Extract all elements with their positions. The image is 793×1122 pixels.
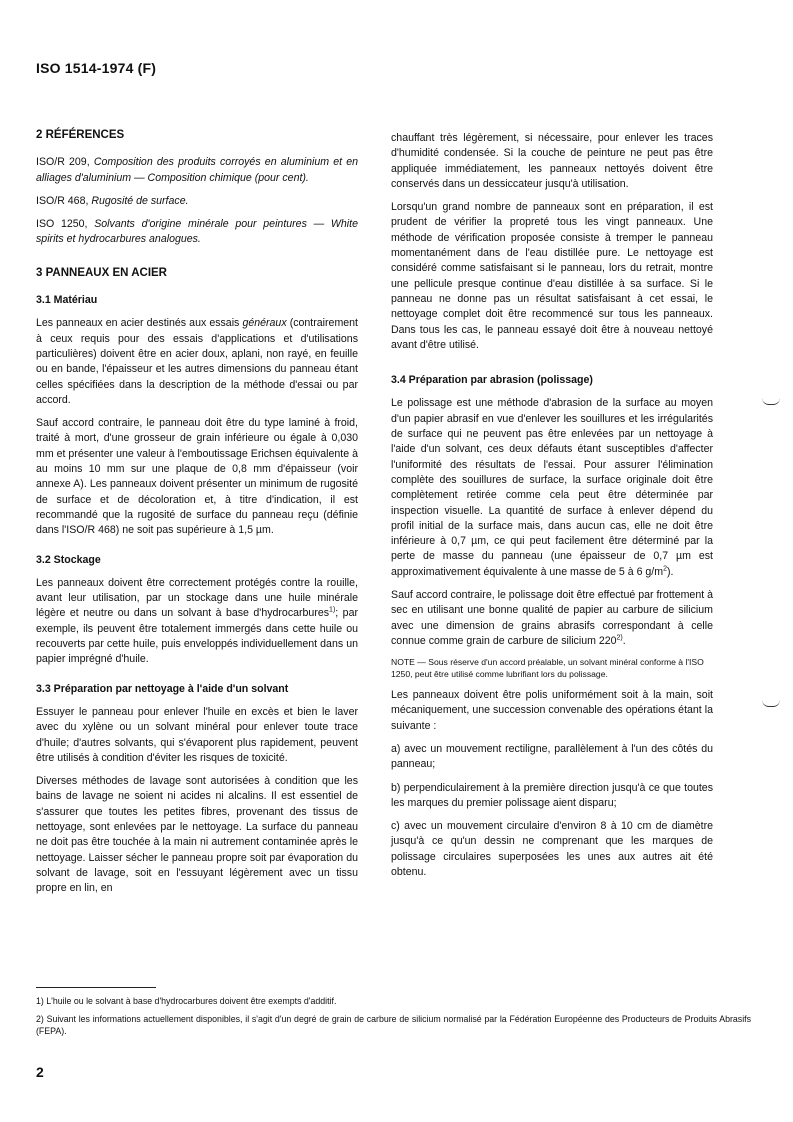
section-3-1-title: 3.1 Matériau	[36, 294, 98, 307]
section-3-1-paragraph-1: Les panneaux en acier destinés aux essais généraux (contrairement à ceux requis pour des essais d'applications et d'utilisations particulières) doivent être en acier doux, aplani, non rayé, en feuille ou en bande, l'épaisseur et les autres dimensions du panneau étant celles spécifiées dans la description de la méthode d'essai ou par accord.	[36, 317, 358, 406]
footnote-2: 2) Suivant les informations actuellement disponibles, il s'agit d'un degré de grain de carbure de silicium normalisé par la Fédération Européenne des Producteurs de Produits Abrasifs (FEPA).	[36, 1014, 751, 1036]
section-3-4-title: 3.4 Préparation par abrasion (polissage)	[391, 374, 593, 387]
page-number: 2	[36, 1064, 44, 1080]
reference-iso-1250: ISO 1250, Solvants d'origine minérale pour peintures — White spirits et hydrocarbures analogues.	[36, 218, 358, 246]
reference-iso-r-468: ISO/R 468, Rugosité de surface.	[36, 194, 189, 207]
section-3-1-paragraph-2: Sauf accord contraire, le panneau doit être du type laminé à froid, traité à mort, d'une grosseur de grain inférieure ou égale à 0,030 mm et présenter une valeur à l'emboutissage Erichsen équivalente à au moins 10 mm sur une plaque de 0,8 mm d'épaisseur (voir annexe A). Les panneaux doivent présenter un minimum de rugosité de surface et de décoloration et, à titre d'indication, il est recommandé que la rugosité de surface du panneau reçu (définie dans l'ISO/R 468) ne soit pas supérieure à 1,5 µm.	[36, 417, 358, 537]
section-3-title: 3 PANNEAUX EN ACIER	[36, 266, 167, 279]
margin-mark-icon	[762, 700, 780, 707]
section-3-4-paragraph-3: Les panneaux doivent être polis uniformément soit à la main, soit mécaniquement, une succession convenable des opérations étant la suivante :	[391, 689, 713, 732]
margin-mark-icon	[762, 398, 780, 405]
document-header: ISO 1514-1974 (F)	[36, 60, 157, 76]
list-item-a: a) avec un mouvement rectiligne, parallèlement à l'un des côtés du panneau;	[391, 742, 713, 771]
list-item-b: b) perpendiculairement à la première direction jusqu'à ce que toutes les marques du premier polissage aient disparu;	[391, 781, 713, 809]
list-item-c: c) avec un mouvement circulaire d'environ 8 à 10 cm de diamètre jusqu'à ce qu'un dessin ne comprenant que les marques de polissage circulaires superposées les unes aux autres ait été obtenu.	[391, 820, 713, 878]
section-3-2-paragraph: Les panneaux doivent être correctement protégés contre la rouille, avant leur utilisation, par un stockage dans une huile minérale légère et neutre ou dans un solvant à base d'hydrocarbures$^{1)}$; par exemple, ils peuvent être totalement immergés dans cette huile ou recouverts par cette huile, puis enveloppés individuellement dans un papier imprégné d'huile.	[36, 576, 358, 666]
section-3-3-continued: chauffant très légèrement, si nécessaire, pour enlever les traces d'humidité condensée. Si la couche de peinture ne peut pas être appliquée immédiatement, les panneaux nettoyés doivent être conservés dans un dessiccateur jusqu'à utilisation.	[391, 132, 713, 190]
right-column	[391, 131, 713, 888]
section-3-3-title: 3.3 Préparation par nettoyage à l'aide d'un solvant	[36, 682, 289, 695]
section-2-title: 2 RÉFÉRENCES	[36, 129, 125, 141]
section-3-3-paragraph-1: Essuyer le panneau pour enlever l'huile en excès et bien le laver avec du xylène ou un solvant minéral pour enlever toute trace d'huile; d'autres solvants, qui s'évaporent plus rapidement, peuvent être utilisés à condition d'éviter les risques de toxicité.	[36, 705, 358, 764]
footnote-divider	[36, 987, 156, 988]
left-column	[36, 128, 358, 904]
section-3-4-paragraph-2: Sauf accord contraire, le polissage doit être effectué par frottement à sec en utilisant une bonne qualité de papier au carbure de silicium avec une dimension de grains abrasifs correspondant à celle connue comme grain de carbure de silicium 220$^{2)}$.	[391, 589, 713, 647]
polishing-note: NOTE — Sous réserve d'un accord préalable, un solvant minéral conforme à l'ISO 1250, peut être utilisé comme lubrifiant lors du polissage.	[391, 657, 704, 679]
footnotes	[36, 995, 751, 1043]
reference-iso-r-209: ISO/R 209, Composition des produits corroyés en aluminium et en alliages d'aluminium — Composition chimique (pour cent).	[36, 156, 358, 184]
section-3-4-paragraph-1: Le polissage est une méthode d'abrasion de la surface au moyen d'un papier abrasif en vue d'enlever les souillures et les irrégularités de surface qui ne peuvent pas être enlevées par un nettoyage à l'aide d'un solvant, ces deux défauts étant susceptibles d'affecter l'uniformité des résultats de l'essai. Pour assurer l'élimination complète des souillures de surface, la surface originale doit être complètement retirée comme cela peut être déterminée par inspection visuelle. La quantité de surface à enlever dépend du profil initial de la surface mais, dans aucun cas, elle ne doit être inférieure à 0,7 µm, ce qui peut facilement être déterminé par la perte de masse du panneau (une épaisseur de 0,7 µm est approximativement équivalente à une masse de 5 à 6 $g/m^2$).	[391, 397, 713, 578]
footnote-1: 1) L'huile ou le solvant à base d'hydrocarbures doivent être exempts d'additif.	[36, 996, 337, 1006]
section-3-3-paragraph-2: Diverses méthodes de lavage sont autorisées à condition que les bains de lavage ne soient ni acides ni alcalins. Il est essentiel de s'assurer que toutes les petites fibres, provenant des tissus de nettoyage, sont enlevées par le nettoyage. La surface du panneau ne doit pas être touchée à la main ni autrement contaminée après le nettoyage. Laisser sécher le panneau propre soit par évaporation du solvant de lavage, soit en l'essuyant légèrement avec un tissu propre en lin, en	[36, 775, 358, 895]
section-3-2-title: 3.2 Stockage	[36, 553, 101, 566]
section-3-3-paragraph-3: Lorsqu'un grand nombre de panneaux sont en préparation, il est prudent de vérifier la propreté tous les vingt panneaux. Une méthode de vérification proposée consiste à tremper le panneau momentanément dans de l'eau distillée pure. Le nettoyage est considéré comme satisfaisant si le panneau, lors du retrait, montre une pellicule presque continue d'eau distillée à sa surface. Si le panneau ne donne pas un résultat satisfaisant à cet essai, le nettoyage complet doit être recommencé sur tous les panneaux. Dans tous les cas, le panneau essayé doit être à nouveau nettoyé avant d'être utilisé.	[391, 201, 713, 351]
